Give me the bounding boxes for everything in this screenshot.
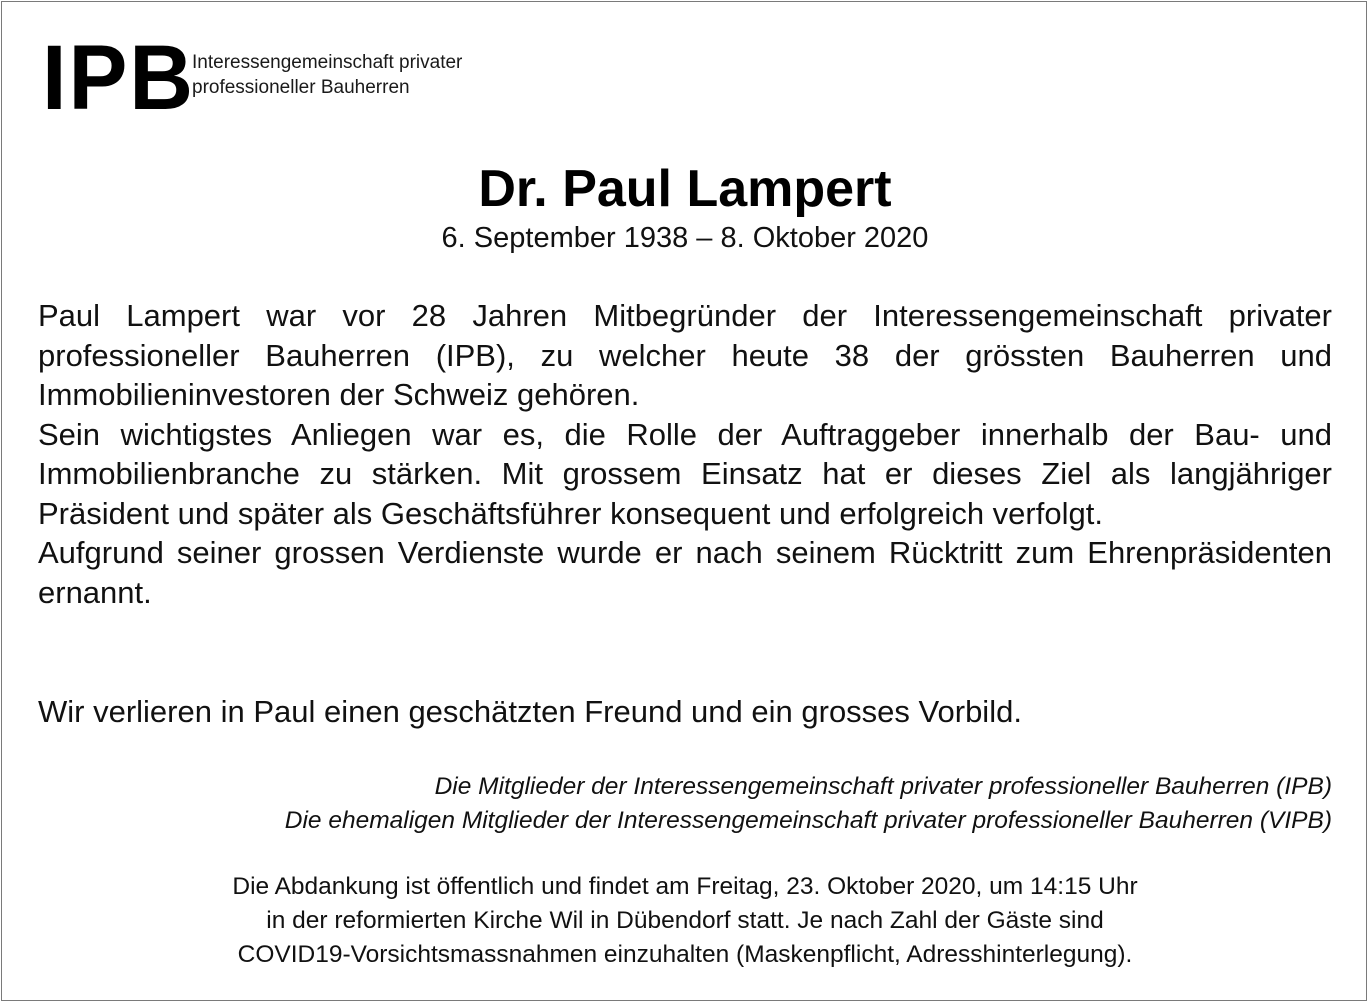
funeral-notice-line-1: Die Abdankung ist öffentlich und findet am Freitag, 23. Oktober 2020, um 14:15 Uhr — [232, 873, 1138, 900]
funeral-notice-line-3: COVID19-Vorsichtsmassnahmen einzuhalten (Maskenpflicht, Adresshinterlegung). — [237, 941, 1133, 968]
logo-mark: IPB — [42, 27, 195, 129]
logo-caption-line-1: Interessengemeinschaft privater — [192, 52, 463, 73]
signature-line-1: Die Mitglieder der Interessengemeinschaft privater professioneller Bauherren (IPB) — [434, 773, 1332, 800]
body-paragraph-3: Aufgrund seiner grossen Verdienste wurde er nach seinem Rücktritt zum Ehrenpräsidenten ernannt. — [38, 535, 1332, 610]
signature-line-2: Die ehemaligen Mitglieder der Interessengemeinschaft privater professioneller Bauherren (VIPB) — [284, 807, 1332, 834]
life-dates: 6. September 1938 – 8. Oktober 2020 — [441, 222, 929, 254]
closing-sentence: Wir verlieren in Paul einen geschätzten Freund und ein grosses Vorbild. — [38, 694, 1022, 729]
logo-caption — [192, 50, 462, 100]
funeral-notice-line-2: in der reformierten Kirche Wil in Dübendorf statt. Je nach Zahl der Gäste sind — [266, 907, 1104, 934]
body-paragraph-1: Paul Lampert war vor 28 Jahren Mitbegründer der Interessengemeinschaft privater professioneller Bauherren (IPB), zu welcher heute 38 der grössten Bauherren und Immobilieninvestoren der Schweiz gehören. — [38, 298, 1332, 412]
funeral-notice — [0, 870, 1370, 972]
deceased-name: Dr. Paul Lampert — [478, 160, 892, 218]
obituary-body — [38, 296, 1332, 612]
body-paragraph-2: Sein wichtigstes Anliegen war es, die Rolle der Auftraggeber innerhalb der Bau- und Immobilienbranche zu stärken. Mit grossem Einsatz hat er dieses Ziel als langjähriger Präsident und später als Geschäftsführer konsequent und erfolgreich verfolgt. — [38, 416, 1332, 531]
logo-caption-line-2: professioneller Bauherren — [192, 77, 410, 98]
signature-block — [38, 770, 1332, 838]
